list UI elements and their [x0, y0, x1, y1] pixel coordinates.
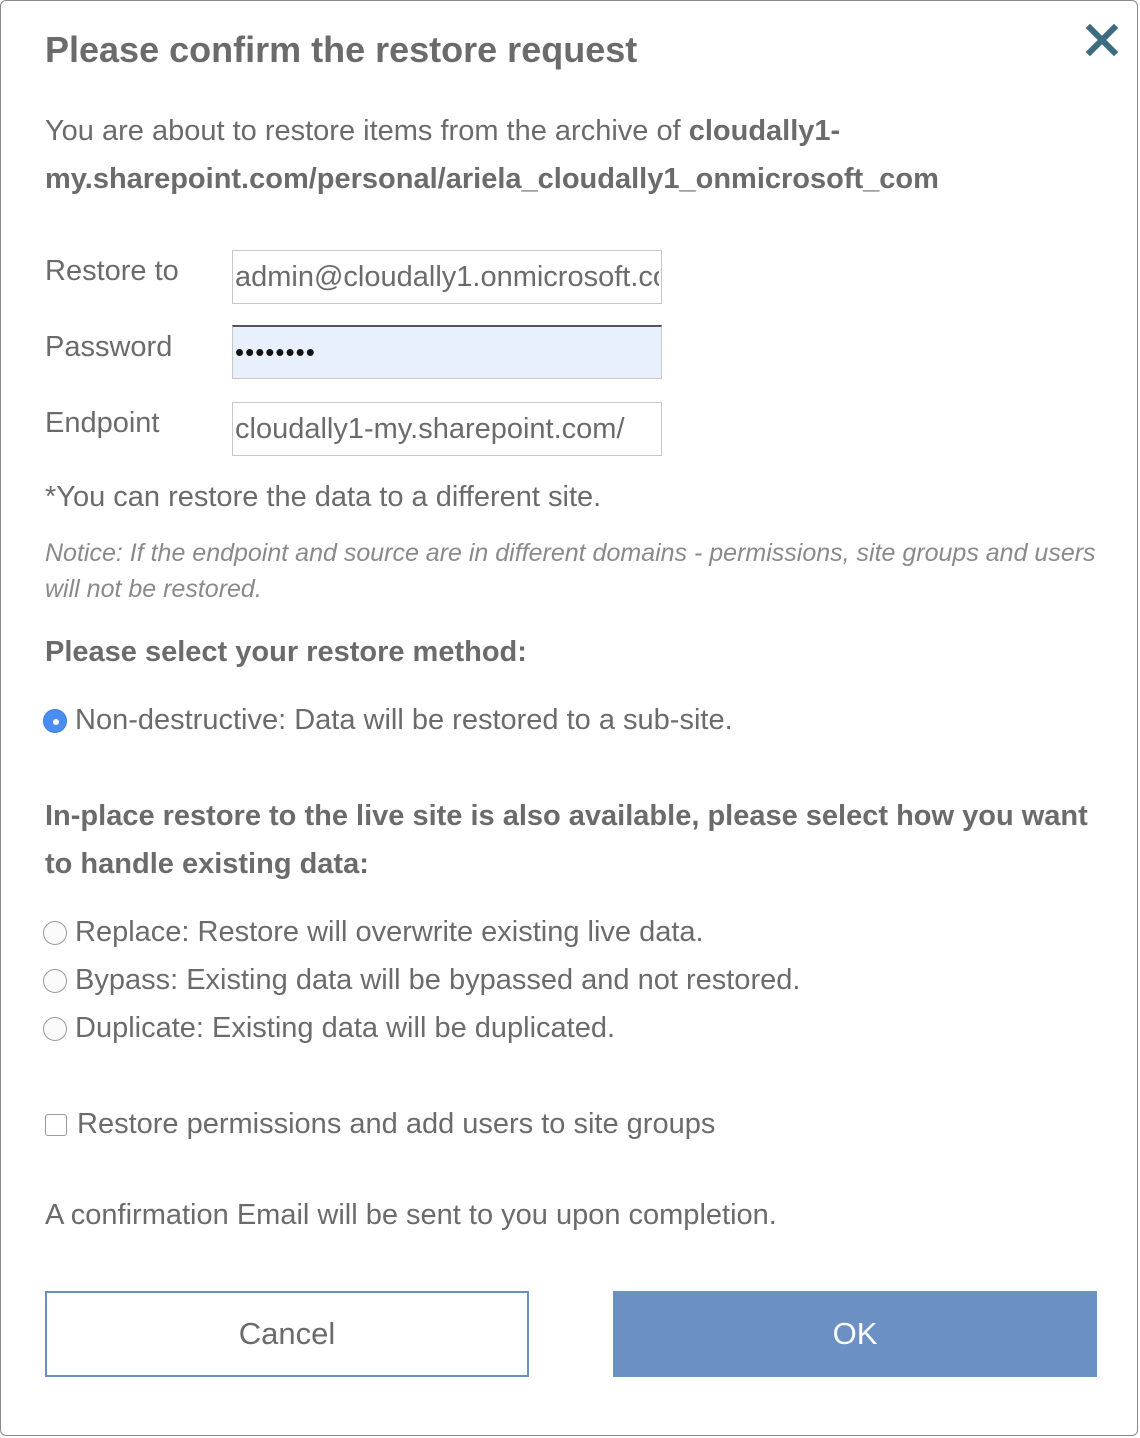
radio-replace[interactable]	[43, 921, 67, 945]
restore-to-input[interactable]	[232, 250, 662, 304]
close-icon[interactable]	[1083, 21, 1121, 59]
option-duplicate[interactable]	[43, 1012, 615, 1045]
checkbox-label: Restore permissions and add users to site groups	[77, 1108, 716, 1140]
option-label: Bypass: Existing data will be bypassed and not restored.	[75, 964, 801, 996]
option-restore-permissions[interactable]	[45, 1108, 715, 1141]
radio-non-destructive[interactable]	[43, 709, 67, 733]
radio-duplicate[interactable]	[43, 1017, 67, 1041]
endpoint-label: Endpoint	[45, 407, 160, 439]
password-label: Password	[45, 331, 173, 363]
option-non-destructive[interactable]	[43, 704, 733, 737]
radio-bypass[interactable]	[43, 969, 67, 993]
dialog-title: Please confirm the restore request	[45, 29, 638, 70]
intro-text	[45, 107, 1105, 203]
option-label: Duplicate: Existing data will be duplicated.	[75, 1012, 616, 1044]
password-input[interactable]: ••••••••	[232, 325, 662, 379]
intro-prefix: You are about to restore items from the archive of	[45, 115, 689, 147]
domain-notice: Notice: If the endpoint and source are in different domains - permissions, site groups and users will not be restored.	[45, 539, 1096, 603]
restore-method-heading: Please select your restore method:	[45, 636, 527, 668]
restore-to-label: Restore to	[45, 255, 179, 287]
checkbox-restore-permissions[interactable]	[45, 1114, 67, 1136]
option-replace[interactable]	[43, 916, 704, 949]
cancel-button[interactable]: Cancel	[45, 1291, 529, 1377]
in-place-heading: In-place restore to the live site is also available, please select how you want to handle existing data:	[45, 800, 1088, 880]
option-bypass[interactable]	[43, 964, 800, 997]
source-site: cloudally1-my.sharepoint.com/personal/ariela_cloudally1_onmicrosoft_com	[45, 115, 939, 195]
different-site-note: *You can restore the data to a different site.	[45, 481, 602, 513]
ok-button[interactable]: OK	[613, 1291, 1097, 1377]
option-label: Replace: Restore will overwrite existing live data.	[75, 916, 704, 948]
endpoint-input[interactable]	[232, 402, 662, 456]
confirmation-text: A confirmation Email will be sent to you upon completion.	[45, 1199, 777, 1231]
option-label: Non-destructive: Data will be restored to a sub-site.	[75, 704, 733, 736]
